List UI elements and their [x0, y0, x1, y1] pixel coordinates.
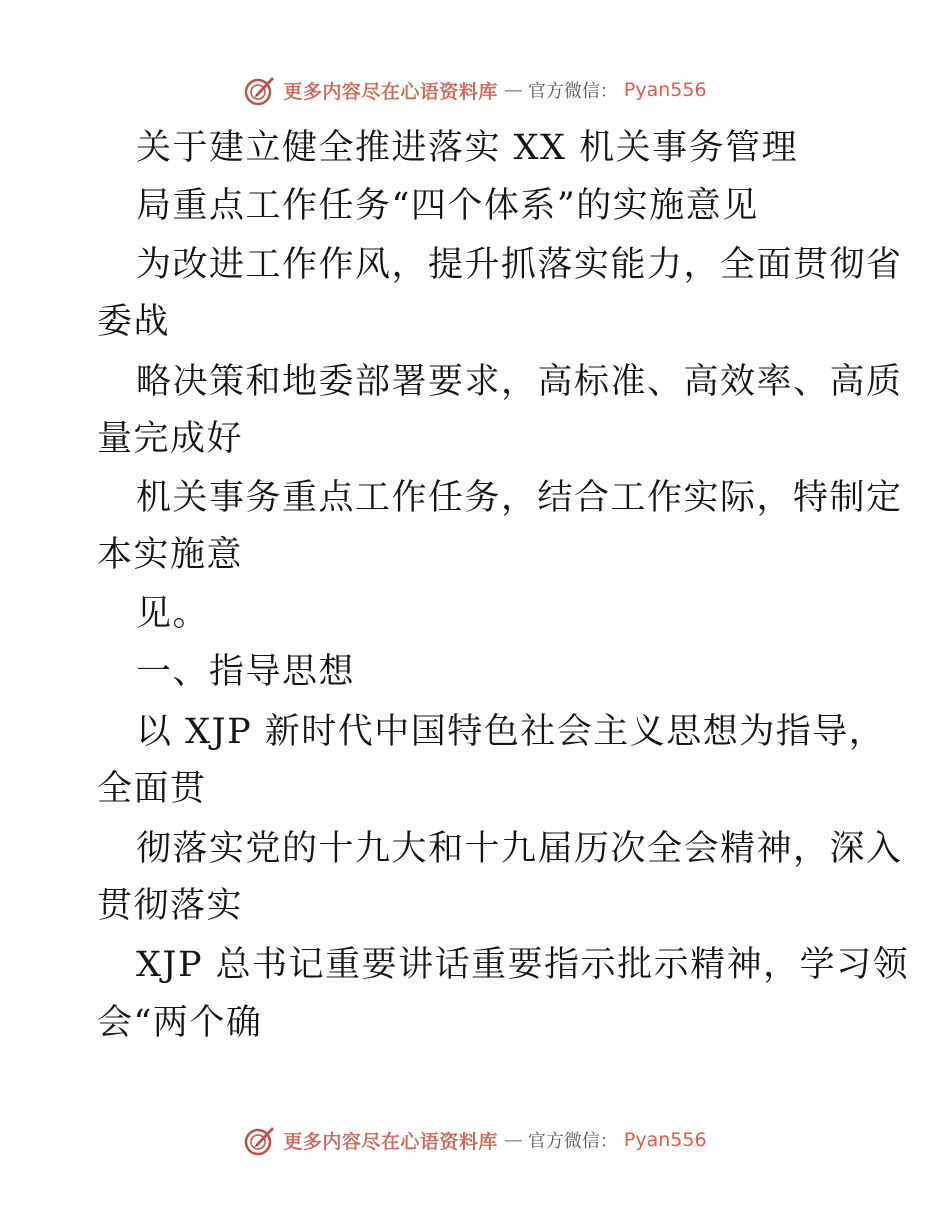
header-dash: —: [503, 79, 522, 101]
paragraph-line: 见。: [136, 594, 210, 634]
paragraph-line: 略决策和地委部署要求，高标准、高效率、高质: [136, 362, 903, 402]
paragraph-line: 全面贯: [97, 769, 207, 809]
paragraph-line: 机关事务重点工作任务，结合工作实际，特制定: [136, 478, 903, 518]
header-wechat-label: 官方微信：: [527, 81, 618, 102]
footer-dash: —: [503, 1129, 522, 1151]
paragraph-line: 贯彻落实: [97, 886, 244, 926]
paragraph-line: 会“两个确: [97, 1003, 263, 1043]
footer-wechat-id: Pyan556: [623, 1129, 707, 1151]
paragraph-line: 彻落实党的十九大和十九届历次全会精神，深入: [136, 829, 903, 869]
paragraph-line: 委战: [97, 302, 171, 342]
paragraph-line: 量完成好: [97, 419, 244, 459]
quill-pen-logo-icon: [243, 1123, 277, 1157]
header-wechat-id: Pyan556: [623, 79, 707, 101]
document-title-line-2: 局重点工作任务“四个体系”的实施意见: [136, 186, 759, 226]
footer-banner: [0, 1120, 950, 1160]
paragraph-line: 本实施意: [97, 535, 244, 575]
paragraph-line: 为改进工作作风，提升抓落实能力，全面贯彻省: [136, 245, 903, 285]
paragraph-line: XJP 总书记重要讲话重要指示批示精神，学习领: [136, 945, 910, 985]
header-promo-text: 更多内容尽在心语资料库: [283, 80, 498, 103]
footer-wechat-label: 官方微信：: [527, 1131, 618, 1152]
paragraph-line: 以 XJP 新时代中国特色社会主义思想为指导，: [136, 712, 886, 752]
document-title-line-1: 关于建立健全推进落实 XX 机关事务管理: [136, 128, 799, 168]
footer-promo-text: 更多内容尽在心语资料库: [283, 1130, 498, 1153]
section-heading: 一、指导思想: [136, 652, 356, 692]
